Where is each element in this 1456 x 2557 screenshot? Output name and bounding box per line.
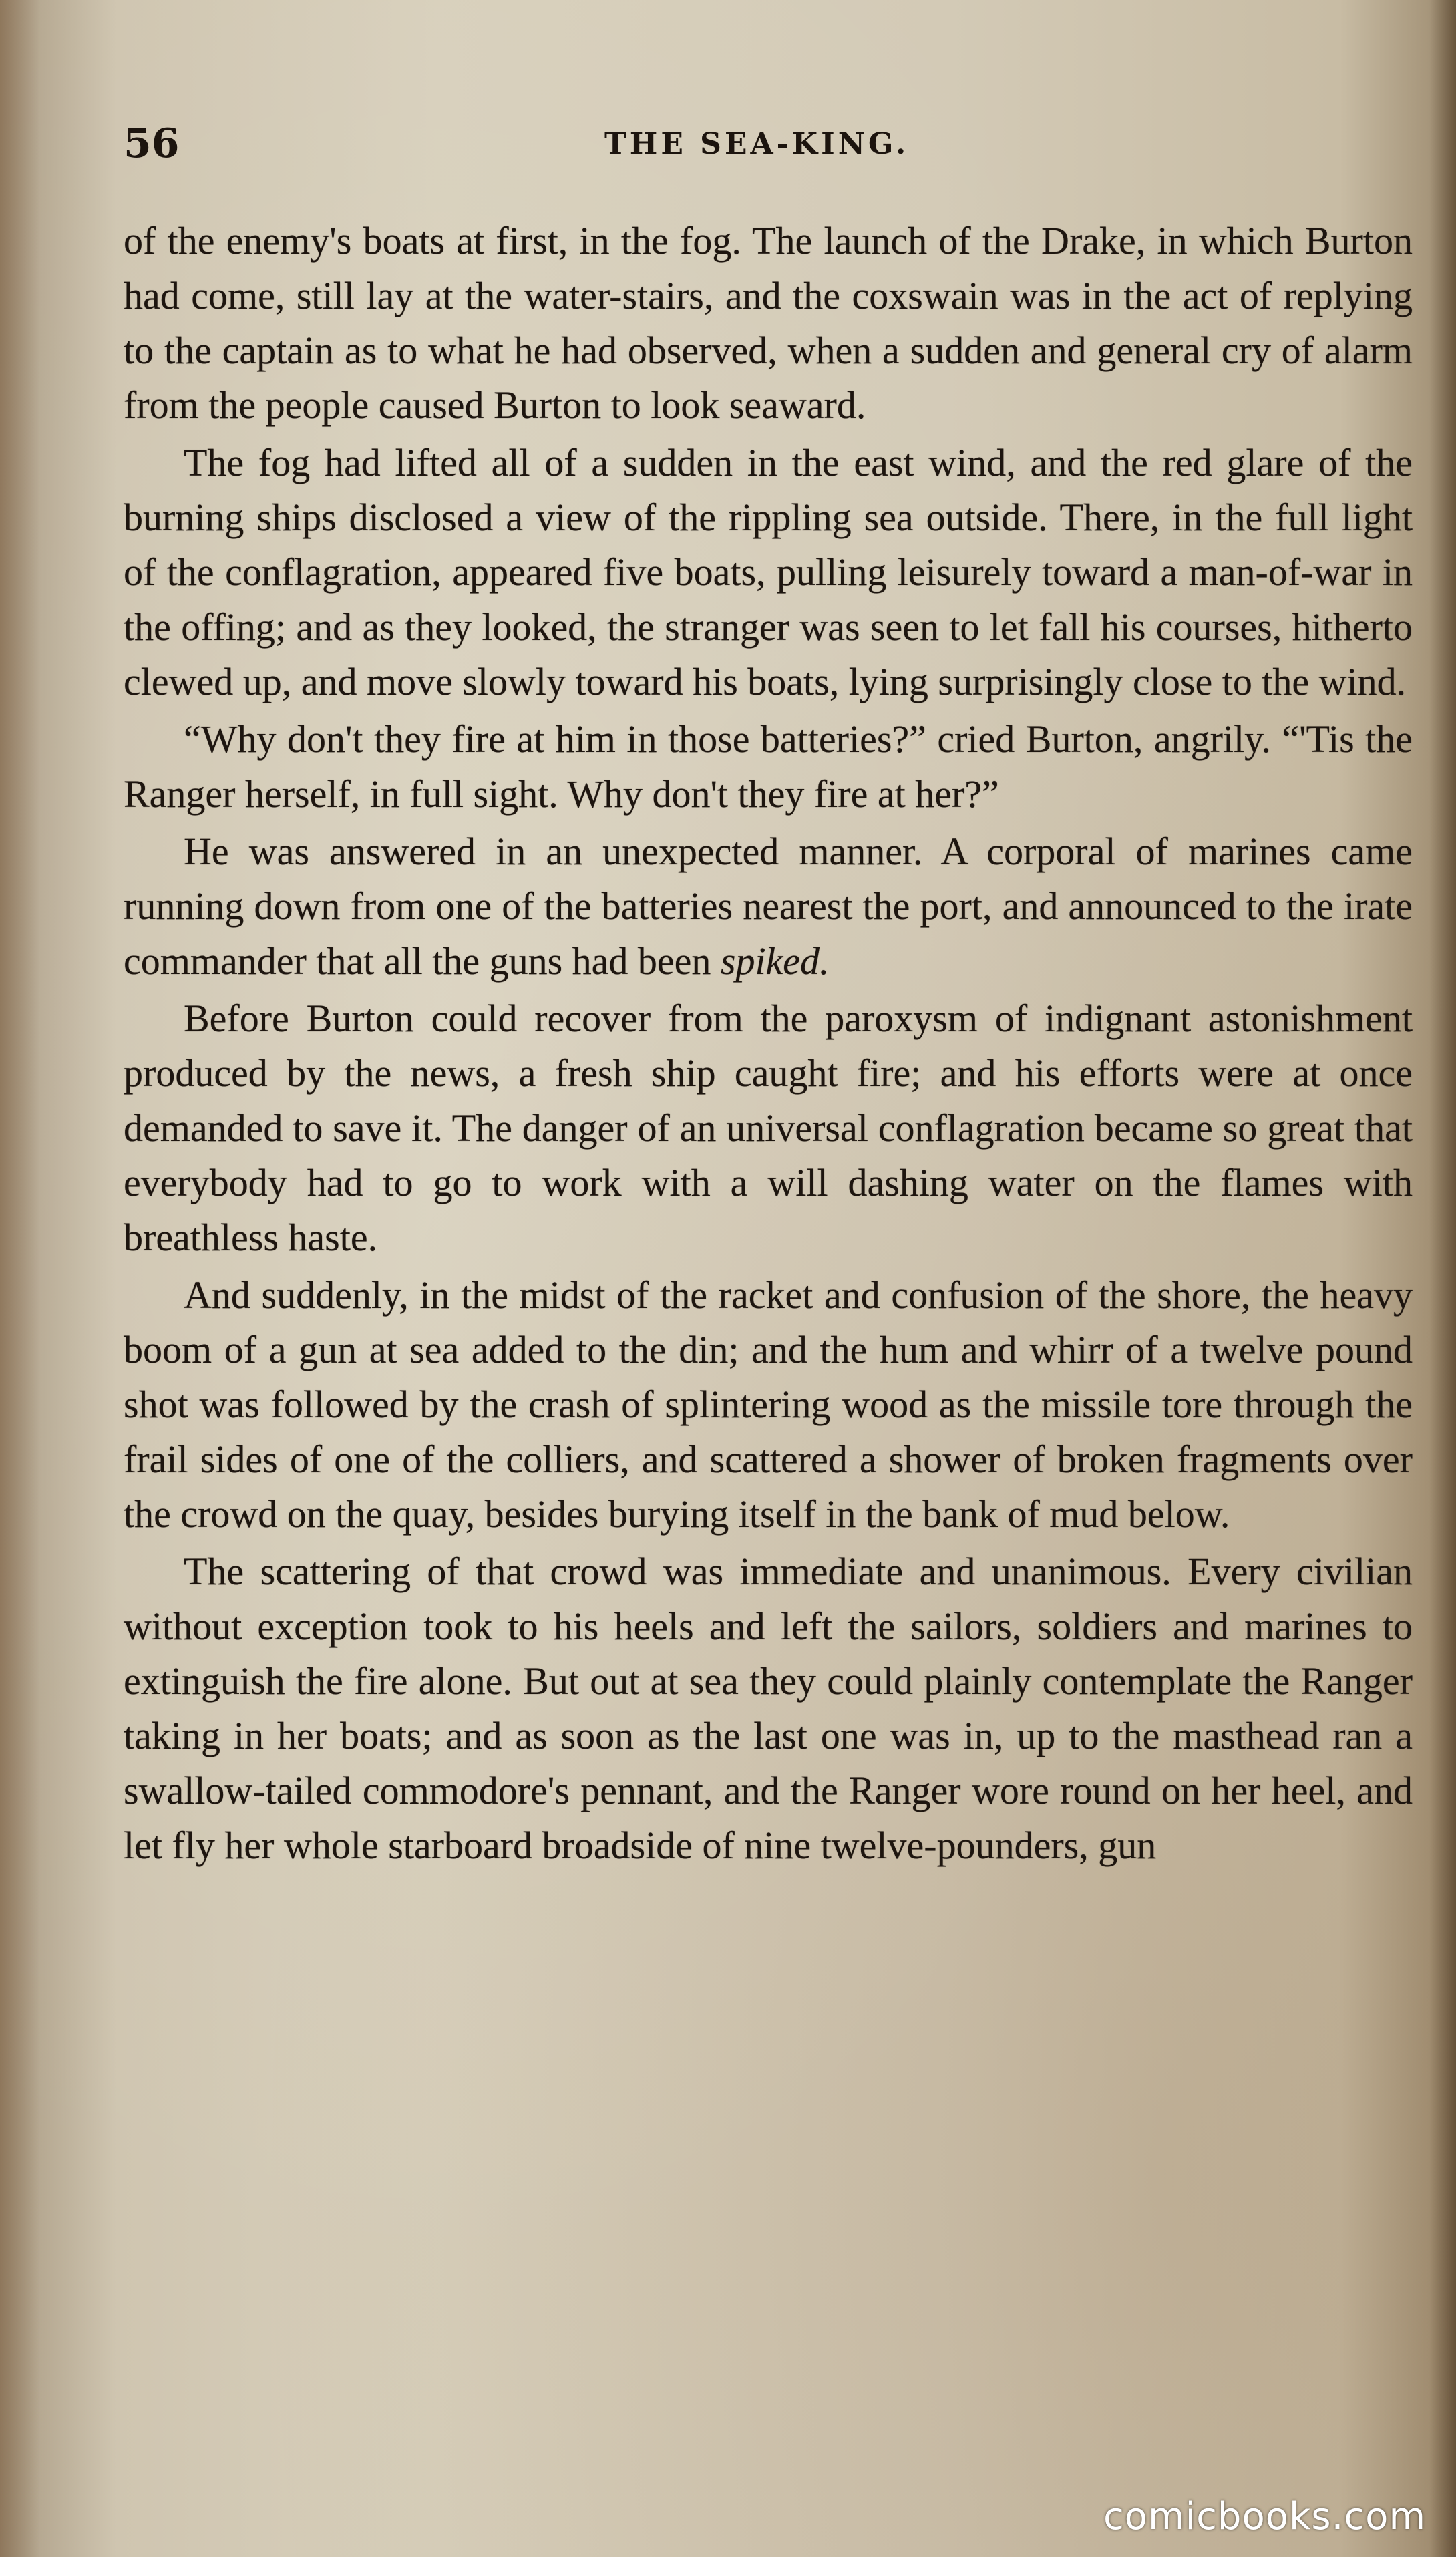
page-number: 56 [124,120,180,167]
emphasis-text: spiked. [720,939,830,983]
paragraph [124,824,1413,989]
running-title: THE SEA-KING. [604,127,910,161]
paragraph: “Why don't they fire at him in those batteries?” cried Burton, angrily. “'Tis the Ranger herself, in full sight. Why don't they fire at her?” [124,717,1413,816]
paragraph-continuation: of the enemy's boats at first, in the fog. The launch of the Drake, in which Burton had come, still lay at the water-stairs, and the coxswain was in the act of replying to the captain as to what he had observed, when a sudden and general cry of alarm from the people caused Burton to look seaward. [124,219,1413,427]
page-edge-shadow [1429,0,1456,2557]
paragraph: Before Burton could recover from the paroxysm of indignant astonishment produced by the news, a fresh ship caught fire; and his efforts were at once demanded to save it. The danger of an universal conflagration became so great that everybody had to go to work with a will dashing water on the flames with breathless haste. [124,997,1413,1259]
watermark: comicbooks.com [1103,2495,1426,2538]
paragraph: The fog had lifted all of a sudden in the east wind, and the red glare of the burning ships disclosed a view of the rippling sea outside. There, in the full light of the conflagration, appeared five boats, pulling leisurely toward a man-of-war in the offing; and as they looked, the stranger was seen to let fall his courses, hitherto clewed up, and move slowly toward his boats, lying surprisingly close to the wind. [124,441,1413,703]
paragraph: And suddenly, in the midst of the racket and confusion of the shore, the heavy boom of a gun at sea added to the din; and the hum and whirr of a twelve pound shot was followed by the crash of splintering wood as the missile tore through the frail sides of one of the colliers, and scattered a shower of broken fragments over the crowd on the quay, besides burying itself in the bank of mud below. [124,1273,1413,1536]
paragraph-text: He was answered in an unexpected manner. A corporal of marines came running down from one of the batteries nearest the port, and announced to the irate commander that all the guns had been [124,830,1413,983]
paragraph: The scattering of that crowd was immediate and unanimous. Every civilian without exception took to his heels and left the sailors, soldiers and marines to extinguish the fire alone. But out at sea they could plainly contemplate the Ranger taking in her boats; and as soon as the last one was in, up to the masthead ran a swallow-tailed commodore's pennant, and the Ranger wore round on her heel, and let fly her whole starboard broadside of nine twelve-pounders, gun [124,1550,1413,1867]
page-gutter-shadow [0,0,40,2557]
body-text [124,214,1413,1876]
running-head [124,120,1413,167]
